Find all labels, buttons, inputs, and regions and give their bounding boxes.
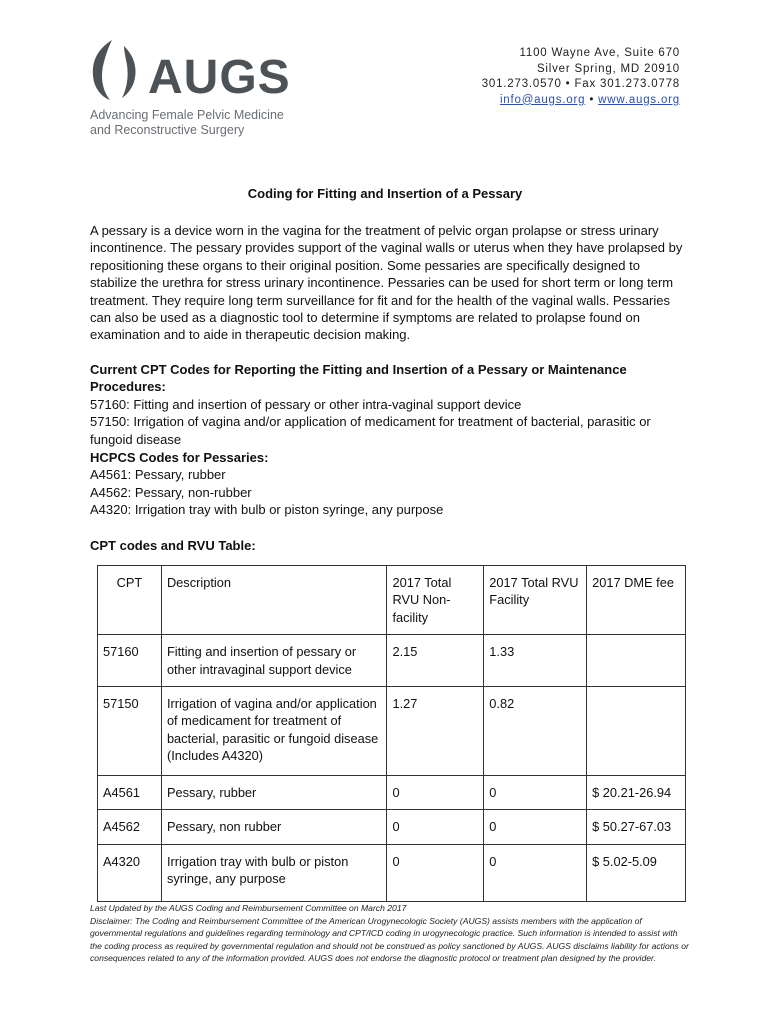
augs-logo xyxy=(88,36,318,138)
cell-cpt: 57160 xyxy=(98,635,162,687)
cell-cpt: 57150 xyxy=(98,687,162,776)
cell-cpt: A4320 xyxy=(98,844,162,901)
augs-logo-icon xyxy=(88,38,144,102)
table-row xyxy=(98,687,686,776)
cell-description: Irrigation of vagina and/or application of medicament for treatment of bacterial, parasitic or fungoid disease (Includes A4320) xyxy=(161,687,387,776)
tagline-line-1: Advancing Female Pelvic Medicine xyxy=(90,108,284,122)
cell-dme-fee: $ 20.21-26.94 xyxy=(587,776,686,810)
email-link[interactable]: info@augs.org xyxy=(499,93,586,106)
website-link[interactable]: www.augs.org xyxy=(598,93,680,106)
cpt-codes-section xyxy=(90,361,690,448)
hcpcs-item: A4562: Pessary, non-rubber xyxy=(90,484,252,500)
footer-notes xyxy=(90,902,690,965)
cell-description: Fitting and insertion of pessary or other intravaginal support device xyxy=(161,635,387,687)
cell-cpt: A4562 xyxy=(98,810,162,844)
cell-description: Irrigation tray with bulb or piston syringe, any purpose xyxy=(161,844,387,901)
header-cpt: CPT xyxy=(98,566,162,635)
cpt-heading: Current CPT Codes for Reporting the Fitting and Insertion of a Pessary or Maintenance Procedures: xyxy=(90,362,627,395)
cell-rvu-facility: 0 xyxy=(484,776,587,810)
cell-rvu-nonfacility: 0 xyxy=(387,810,484,844)
hcpcs-heading: HCPCS Codes for Pessaries: xyxy=(90,450,269,465)
logo-wordmark: AUGS xyxy=(148,51,291,104)
cell-description: Pessary, rubber xyxy=(161,776,387,810)
cpt-item: 57160: Fitting and insertion of pessary or other intra-vaginal support device xyxy=(90,396,522,412)
address-line-1: 1100 Wayne Ave, Suite 670 xyxy=(519,47,680,59)
table-row xyxy=(98,844,686,901)
cell-cpt: A4561 xyxy=(98,776,162,810)
hcpcs-codes-section xyxy=(90,449,690,519)
header-rvu-facility: 2017 Total RVU Facility xyxy=(484,566,587,635)
rvu-table xyxy=(97,565,686,902)
header-description: Description xyxy=(161,566,387,635)
cell-rvu-nonfacility: 2.15 xyxy=(387,635,484,687)
contact-links xyxy=(482,93,680,109)
cell-rvu-facility: 0.82 xyxy=(484,687,587,776)
cell-description: Pessary, non rubber xyxy=(161,810,387,844)
table-row xyxy=(98,635,686,687)
last-updated: Last Updated by the AUGS Coding and Reimbursement Committee on March 2017 xyxy=(90,903,407,913)
hcpcs-item: A4320: Irrigation tray with bulb or piston syringe, any purpose xyxy=(90,502,444,518)
cpt-item: 57150: Irrigation of vagina and/or application of medicament for treatment of bacterial, parasitic or fungoid disease xyxy=(90,414,651,447)
cell-dme-fee xyxy=(587,635,686,687)
phone-fax: 301.273.0570 • Fax 301.273.0778 xyxy=(481,78,680,90)
address-line-2: Silver Spring, MD 20910 xyxy=(536,62,680,75)
header-rvu-nonfacility: 2017 Total RVU Non-facility xyxy=(387,566,484,635)
cell-rvu-facility: 0 xyxy=(484,810,587,844)
logo-tagline xyxy=(90,108,284,138)
cell-rvu-nonfacility: 0 xyxy=(387,776,484,810)
table-row xyxy=(98,810,686,844)
header-dme-fee: 2017 DME fee xyxy=(587,566,686,635)
hcpcs-item: A4561: Pessary, rubber xyxy=(90,467,226,483)
contact-address xyxy=(482,46,680,108)
table-header-row xyxy=(98,566,686,635)
table-row xyxy=(98,776,686,810)
cell-dme-fee xyxy=(587,687,686,776)
table-heading: CPT codes and RVU Table: xyxy=(90,538,256,553)
cell-rvu-facility: 0 xyxy=(484,844,587,901)
cell-rvu-nonfacility: 1.27 xyxy=(387,687,484,776)
tagline-line-2: and Reconstructive Surgery xyxy=(90,123,245,137)
table-heading-wrap xyxy=(90,537,690,554)
cell-dme-fee: $ 5.02-5.09 xyxy=(587,844,686,901)
cell-dme-fee: $ 50.27-67.03 xyxy=(587,810,686,844)
disclaimer: Disclaimer: The Coding and Reimbursement Committee of the American Urogynecologic Society (AUGS) assists members with the application of governmental regulations and guidelines regarding terminology and CPT/ICD coding in urogynecologic practice. Such information is intended to assist with the coding process as required by governmental regulation and should not be construed as policy sanctioned by AUGS. AUGS disclaims liability for actions or consequences related to any of the information provided. AUGS does not endorse the diagnostic protocol or treatment plan designed by the provider. xyxy=(90,915,689,964)
link-separator: • xyxy=(585,93,599,106)
intro-paragraph: A pessary is a device worn in the vagina for the treatment of pelvic organ prolapse or stress urinary incontinence. The pessary provides support of the vaginal walls or uterus when they have prolapsed by repositioning these organs to their original position. Some pessaries are specifically designed to stabilize the urethra for stress urinary incontinence. Pessaries can be used for short term or long term treatment. They require long term surveillance for fit and for the health of the vaginal walls. Pessaries can also be used as a diagnostic tool to determine if symptoms are related to prolapse found on examination and to aide in therapeutic decision making. xyxy=(90,223,683,343)
cell-rvu-facility: 1.33 xyxy=(484,635,587,687)
cell-rvu-nonfacility: 0 xyxy=(387,844,484,901)
document-title: Coding for Fitting and Insertion of a Pessary xyxy=(247,186,523,201)
